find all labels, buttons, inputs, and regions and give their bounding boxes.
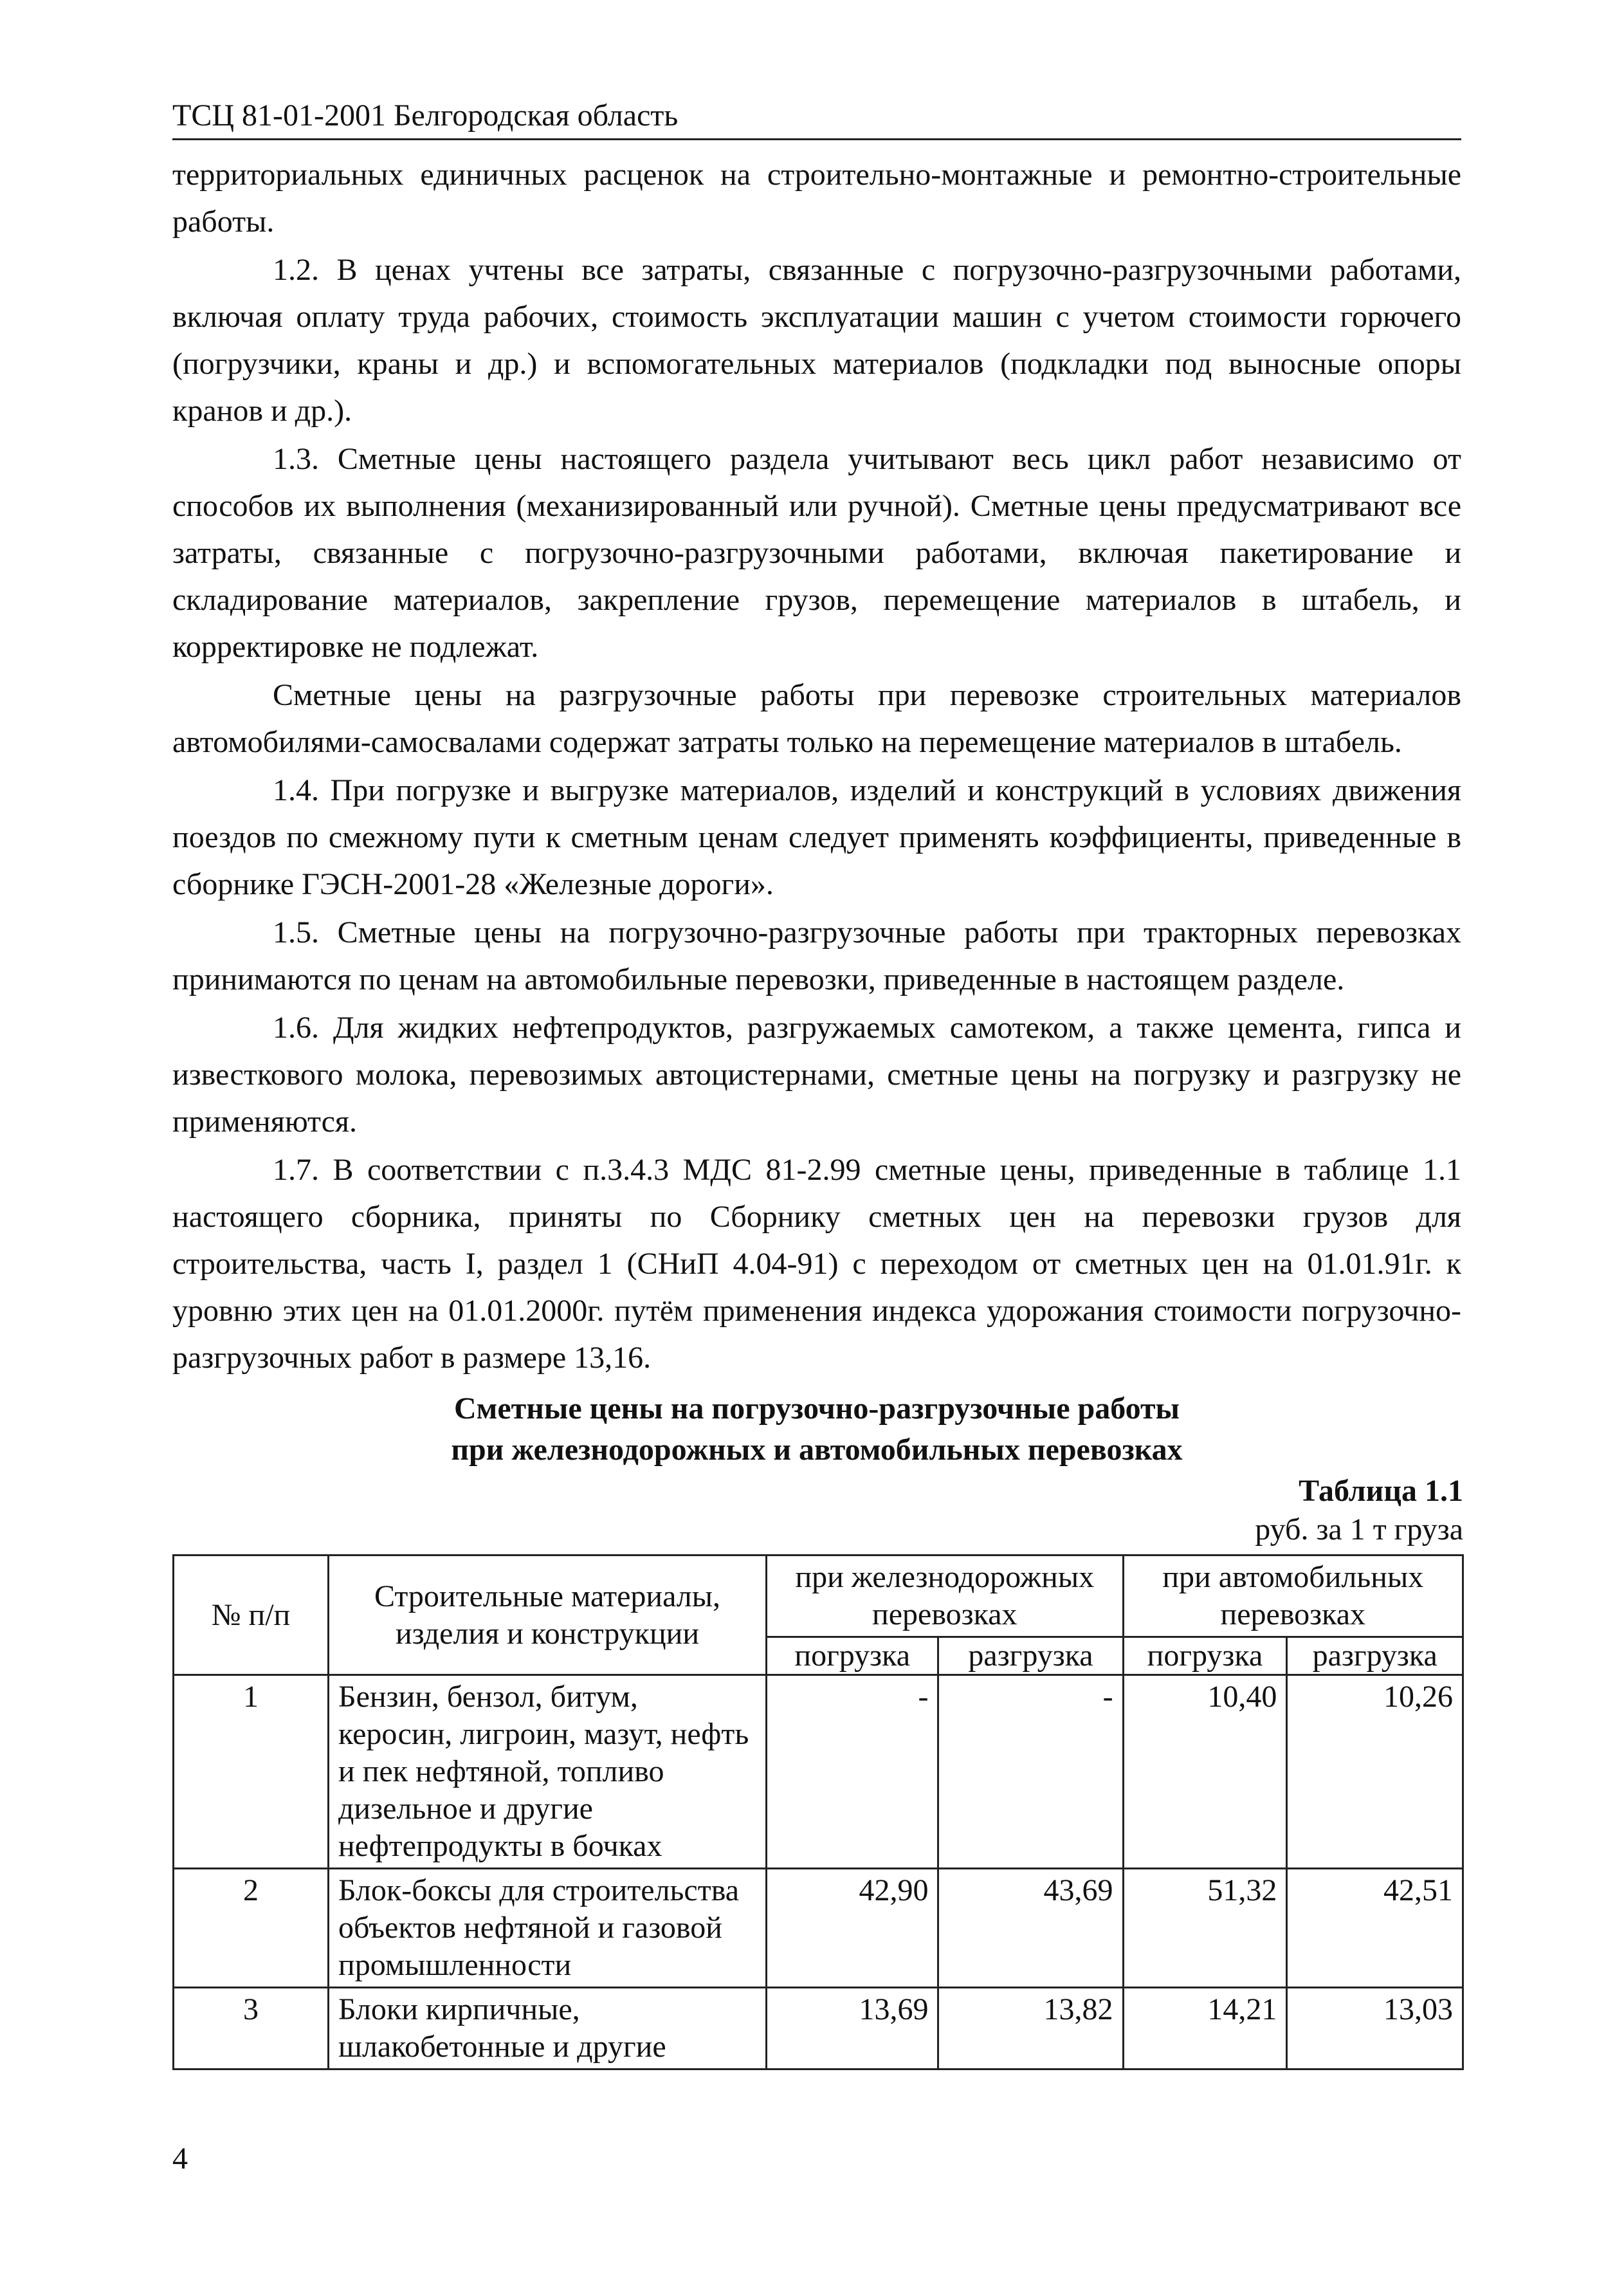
auto-load-value: 10,40 — [1123, 1675, 1287, 1869]
subheader-rail-load: погрузка — [767, 1637, 938, 1675]
table-row — [174, 1675, 1463, 1869]
rail-load-value: 42,90 — [767, 1869, 938, 1988]
paragraph-1-2: 1.2. В ценах учтены все затраты, связанные с погрузочно-разгрузочными работами, включая оплату труда рабочих, стоимость эксплуатации машин с учетом стоимости горючего (погрузчики, краны и др.) и вспомогательных материалов (подкладки под выносные опоры кранов и др.). — [172, 253, 1461, 428]
row-material: Блок-боксы для строительства объектов нефтяной и газовой промышленности — [329, 1869, 767, 1988]
row-number: 2 — [174, 1869, 329, 1988]
row-number: 1 — [174, 1675, 329, 1869]
paragraph-1-7: 1.7. В соответствии с п.3.4.3 МДС 81-2.99 сметные цены, приведенные в таблице 1.1 настоящего сборника, приняты по Сборнику сметных цен на перевозки грузов для строительства, часть I, раздел 1 (СНиП 4.04-91) с переходом от сметных цен на 01.01.91г. к уровню этих цен на 01.01.2000г. путём применения индекса удорожания стоимости погрузочно-разгрузочных работ в размере 13,16. — [172, 1153, 1461, 1375]
rail-load-value: - — [767, 1675, 938, 1869]
paragraph-continuation: территориальных единичных расценок на строительно-монтажные и ремонтно-строительные работы. — [172, 158, 1461, 239]
table-header-row — [174, 1556, 1463, 1637]
table-title-line-2: при железнодорожных и автомобильных перевозках — [451, 1433, 1183, 1467]
rail-unload-value: - — [938, 1675, 1123, 1869]
paragraph-1-4: 1.4. При погрузке и выгрузке материалов, изделий и конструкций в условиях движения поездов по смежному пути к сметным ценам следует применять коэффициенты, приведенные в сборнике ГЭСН-2001-28 «Железные дороги». — [172, 773, 1461, 901]
header-rule — [172, 138, 1461, 140]
subheader-auto-load: погрузка — [1123, 1637, 1287, 1675]
auto-load-value: 14,21 — [1123, 1988, 1287, 2070]
subheader-auto-unload: разгрузка — [1287, 1637, 1463, 1675]
row-material: Блоки кирпичные, шлакобетонные и другие — [329, 1988, 767, 2070]
row-number: 3 — [174, 1988, 329, 2070]
col-header-number: № п/п — [174, 1556, 329, 1675]
rail-unload-value: 43,69 — [938, 1869, 1123, 1988]
paragraph-1-5: 1.5. Сметные цены на погрузочно-разгрузочные работы при тракторных перевозках принимаются по ценам на автомобильные перевозки, приведенные в настоящем разделе. — [172, 915, 1461, 996]
auto-unload-value: 10,26 — [1287, 1675, 1463, 1869]
page-number: 4 — [172, 2142, 188, 2176]
paragraph-1-6: 1.6. Для жидких нефтепродуктов, разгружаемых самотеком, а также цемента, гипса и известкового молока, перевозимых автоцистернами, сметные цены на погрузку и разгрузку не применяются. — [172, 1011, 1461, 1139]
col-header-rail: при железнодорожных перевозках — [767, 1556, 1124, 1637]
table-title-line-1: Сметные цены на погрузочно-разгрузочные работы — [453, 1391, 1180, 1426]
body-text — [172, 151, 1461, 1381]
col-header-name: Строительные материалы, изделия и конструкции — [329, 1556, 767, 1675]
table-label: Таблица 1.1 — [1299, 1474, 1463, 1508]
auto-unload-value: 42,51 — [1287, 1869, 1463, 1988]
rail-load-value: 13,69 — [767, 1988, 938, 2070]
price-table — [172, 1554, 1464, 2070]
table-row — [174, 1988, 1463, 2070]
paragraph-1-3-dumptrucks: Сметные цены на разгрузочные работы при перевозке строительных материалов автомобилями-самосвалами содержат затраты только на перемещение материалов в штабель. — [172, 678, 1461, 759]
col-header-auto: при автомобильных перевозках — [1123, 1556, 1463, 1637]
row-material: Бензин, бензол, битум, керосин, лигроин, мазут, нефть и пек нефтяной, топливо дизельное и другие нефтепродукты в бочках — [329, 1675, 767, 1869]
table-title — [172, 1388, 1461, 1471]
auto-unload-value: 13,03 — [1287, 1988, 1463, 2070]
rail-unload-value: 13,82 — [938, 1988, 1123, 2070]
paragraph-1-3: 1.3. Сметные цены настоящего раздела учитывают весь цикл работ независимо от способов их выполнения (механизированный или ручной). Сметные цены предусматривают все затраты, связанные с погрузочно-разгрузочными работами, включая пакетирование и складирование материалов, закрепление грузов, перемещение материалов в штабель, и корректировке не подлежат. — [172, 442, 1461, 664]
table-row — [174, 1869, 1463, 1988]
table-unit: руб. за 1 т груза — [1255, 1512, 1463, 1546]
page-header: ТСЦ 81-01-2001 Белгородская область — [172, 98, 679, 133]
subheader-rail-unload: разгрузка — [938, 1637, 1123, 1675]
auto-load-value: 51,32 — [1123, 1869, 1287, 1988]
